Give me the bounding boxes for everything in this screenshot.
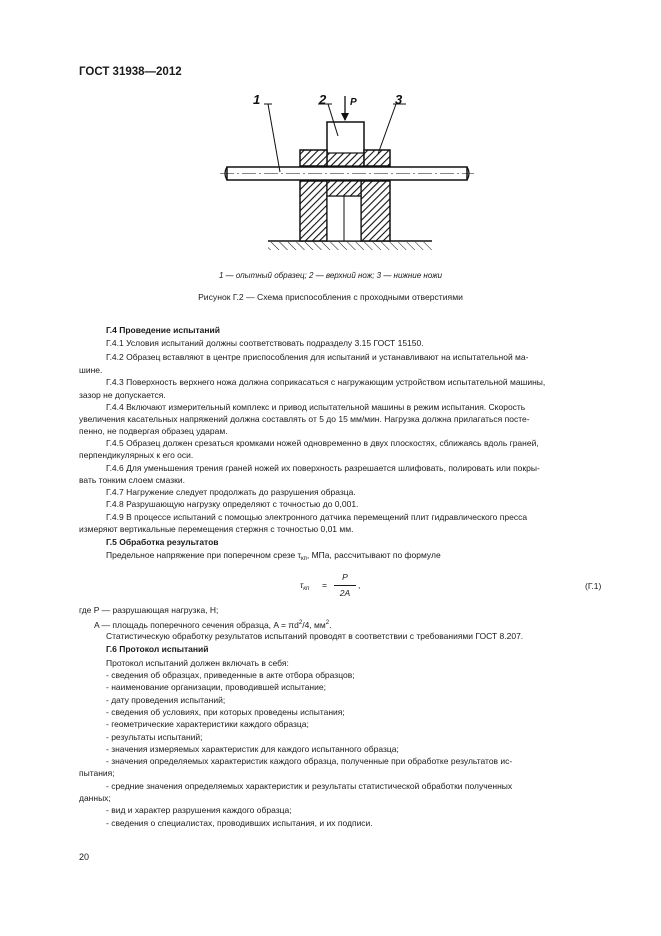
paragraph-line: вать тонким слоем смазки. <box>79 475 185 485</box>
paragraph-line: Г.4.9 В процессе испытаний с помощью электронного датчика перемещений плит гидравлического пресса <box>106 512 528 522</box>
paragraph-line: пенно, не подвергая образец ударам. <box>79 426 228 436</box>
formula-lhs: $\tau_{кп}$ <box>300 580 310 592</box>
section-g6-heading: Г.6 Протокол испытаний <box>106 644 209 654</box>
force-arrow <box>341 96 349 121</box>
list-item: - сведения об образцах, приведенные в акте отбора образцов; <box>106 670 355 680</box>
paragraph-line: Г.4.5 Образец должен срезаться кромками ножей одновременно в двух плоскостях, сближаясь вдоль граней, <box>106 438 539 448</box>
list-item: - геометрические характеристики каждого образца; <box>106 719 309 729</box>
formula-where-line: где P — разрушающая нагрузка, Н; <box>79 605 219 615</box>
fraction-bar <box>334 585 356 586</box>
formula-number: (Г.1) <box>585 581 602 591</box>
paragraph-line: шине. <box>79 365 103 375</box>
formula-denominator: 2A <box>339 588 351 598</box>
upper-knife <box>327 122 364 155</box>
list-item: - дату проведения испытаний; <box>106 695 226 705</box>
lower-knife-left <box>300 181 327 241</box>
paragraph-line: Г.4.2 Образец вставляют в центре приспособления для испытаний и устанавливают на испытательной ма- <box>106 352 529 362</box>
paragraph-line: Г.4.4 Включают измерительный комплекс и привод испытательной машины в режим испытания. Скорость <box>106 402 526 412</box>
paragraph-line: перпендикулярных к его оси. <box>79 450 194 460</box>
ground-base <box>268 241 432 250</box>
paragraph-line: Г.4.8 Разрушающую нагрузку определяют с точностью до 0,001. <box>106 499 359 509</box>
list-item: - средние значения определяемых характеристик и результаты статистической обработки полученных <box>106 781 513 791</box>
paragraph-line: измеряют вертикальные перемещения стержня с точностью 0,01 мм. <box>79 524 354 534</box>
list-item: Протокол испытаний должен включать в себя: <box>106 658 289 668</box>
label-specimen: 1 <box>253 92 261 107</box>
label-lower-knives: 3 <box>395 92 403 107</box>
formula-numerator: P <box>342 572 348 582</box>
formula-comma: , <box>358 580 361 590</box>
section-g4-heading: Г.4 Проведение испытаний <box>106 325 220 335</box>
list-item: пытания; <box>79 768 115 778</box>
list-item: - значения определяемых характеристик каждого образца, полученные при обработке результатов ис- <box>106 756 513 766</box>
list-item: - сведения об условиях, при которых проведены испытания; <box>106 707 345 717</box>
paragraph-line: увеличения касательных напряжений должна составлять от 5 до 15 мм/мин. Нагрузка должна прилагаться посте- <box>79 414 530 424</box>
formula-where-line: A — площадь поперечного сечения образца, $A = \pi d^2/4$, $мм^2$. <box>94 620 332 630</box>
formula-intro: Предельное напряжение при поперечном срезе $\tau_{кп}$, МПа, рассчитывают по формуле <box>106 550 441 562</box>
paragraph-line: Г.4.7 Нагружение следует продолжать до разрушения образца. <box>106 487 356 497</box>
force-label: P <box>350 97 357 108</box>
label-upper-knife: 2 <box>319 92 327 107</box>
section-g5-heading: Г.5 Обработка результатов <box>106 537 219 547</box>
paragraph-line: Статистическую обработку результатов испытаний проводят в соответствии с требованиями ГОСТ 8.207. <box>106 631 524 641</box>
figure-legend: 1 — опытный образец; 2 — верхний нож; 3 — нижние ножи <box>218 271 443 280</box>
list-item: - значения измеряемых характеристик для каждого испытанного образца; <box>106 744 399 754</box>
list-item: - результаты испытаний; <box>106 732 203 742</box>
list-item: - сведения о специалистах, проводивших испытания, и их подписи. <box>106 818 373 828</box>
page-number: 20 <box>79 852 90 862</box>
paragraph-line: Г.4.6 Для уменьшения трения граней ножей их поверхность разрешается шлифовать, полировать или покры- <box>106 463 540 473</box>
figure-caption: Рисунок Г.2 — Схема приспособления с проходными отверстиями <box>198 292 463 302</box>
list-item: - наименование организации, проводившей испытание; <box>106 682 326 692</box>
formula <box>300 572 420 602</box>
upper-block-left <box>300 150 327 166</box>
upper-block-right <box>364 150 390 166</box>
fixture-diagram <box>210 88 490 260</box>
paragraph-line: зазор не допускается. <box>79 390 166 400</box>
paragraph-line: Г.4.3 Поверхность верхнего ножа должна соприкасаться с нагружающим устройством испытательной машины, <box>106 377 546 387</box>
specimen-rod <box>220 167 474 180</box>
list-item: - вид и характер разрушения каждого образца; <box>106 805 292 815</box>
lower-knife-right <box>361 181 390 241</box>
paragraph-line: Г.4.1 Условия испытаний должны соответствовать подразделу 3.15 ГОСТ 15150. <box>106 338 424 348</box>
list-item: данных; <box>79 793 111 803</box>
document-header: ГОСТ 31938—2012 <box>79 66 182 78</box>
formula-equals: = <box>322 580 327 590</box>
